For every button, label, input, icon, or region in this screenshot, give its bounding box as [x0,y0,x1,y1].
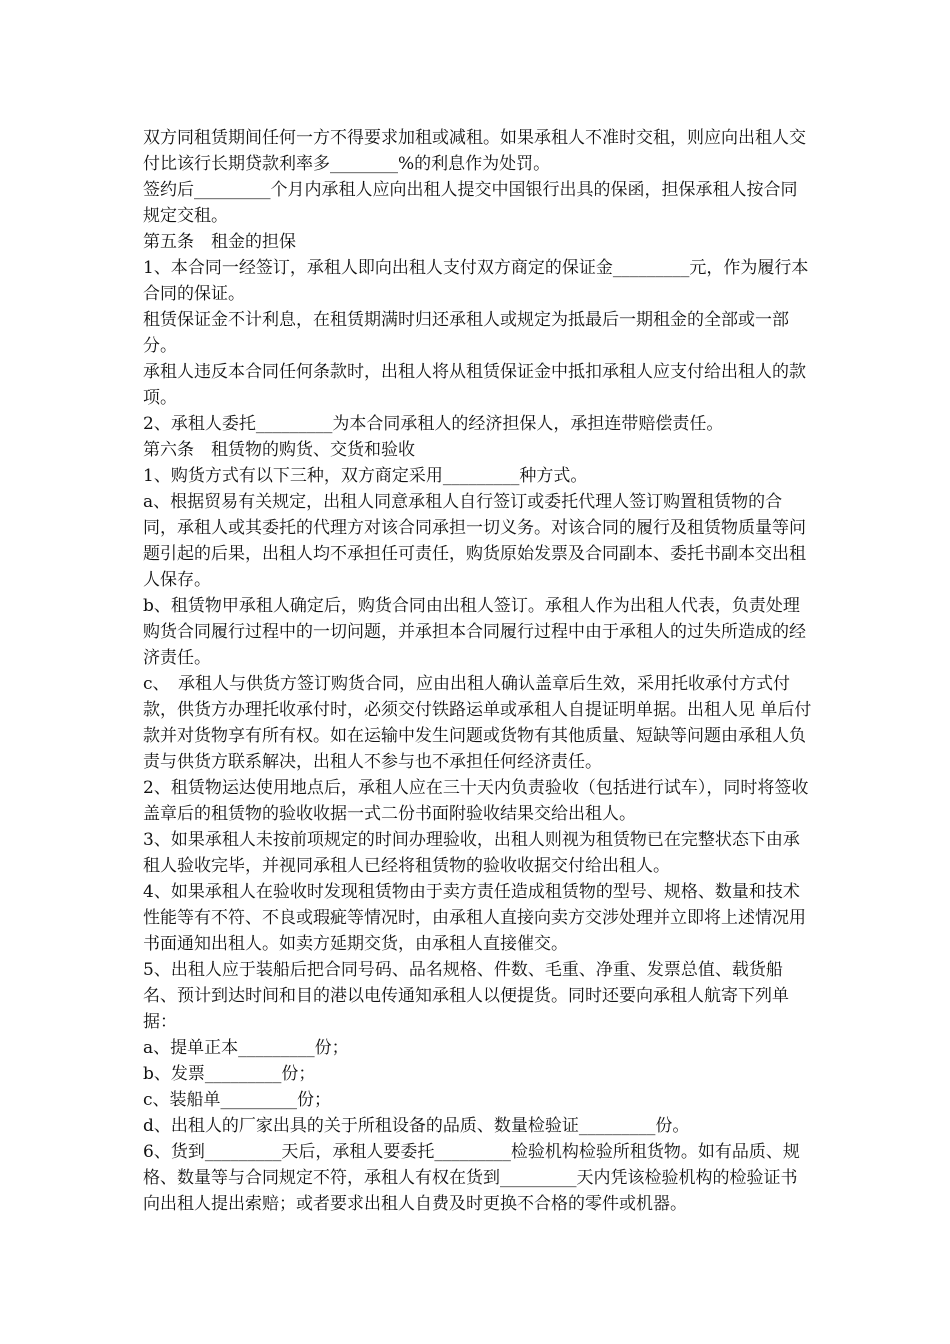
paragraph-purchase-methods: 1、购货方式有以下三种，双方商定采用_________种方式。 [143,466,588,486]
paragraph-method-a: a、根据贸易有关规定，出租人同意承租人自行签订或委托代理人签订购置租赁物的合同，承租人或其委托的代理方对该合同承担一切义务。对该合同的履行及租赁物质量等问题引起的后果，出租人均不承担任可责任，购货原始发票及合同副本、委托书副本交出租人保存。 [143,492,806,590]
paragraph-invoice: b、发票_________份； [143,1064,316,1084]
paragraph-defects: 4、如果承租人在验收时发现租赁物由于卖方责任造成租赁物的型号、规格、数量和技术性能等有不符、不良或瑕疵等情况时，由承租人直接向卖方交涉处理并立即将上述情况用书面通知出租人。如卖方延期交货，由承租人直接催交。 [143,882,806,954]
paragraph-rent-adjustment: 双方同租赁期间任何一方不得要求加租或减租。如果承租人不准时交租，则应向出租人交付比该行长期贷款利率多________%的利息作为处罚。 [143,128,806,174]
paragraph-inspection-certificate: d、出租人的厂家出具的关于所租设备的品质、数量检验证_________份。 [143,1116,690,1136]
paragraph-deemed-acceptance: 3、如果承租人未按前项规定的时间办理验收，出租人则视为租赁物已在完整状态下由承租人验收完毕，并视同承租人已经将租赁物的验收收据交付给出租人。 [143,830,800,876]
paragraph-deposit-deduction: 承租人违反本合同任何条款时，出租人将从租赁保证金中抵扣承租人应支付给出租人的款项。 [143,362,806,408]
paragraph-bill-of-lading: a、提单正本_________份； [143,1038,349,1058]
article-6-heading: 第六条 租赁物的购货、交货和验收 [143,440,415,460]
paragraph-deposit: 1、本合同一经签订，承租人即向出租人支付双方商定的保证金_________元，作为履行本合同的保证。 [143,258,809,304]
paragraph-shipping-notice: 5、出租人应于装船后把合同号码、品名规格、件数、毛重、净重、发票总值、载货船名、预计到达时间和目的港以电传通知承租人以便提货。同时还要向承租人航寄下列单据： [143,960,789,1032]
paragraph-guarantor: 2、承租人委托_________为本合同承租人的经济担保人，承担连带赔偿责任。 [143,414,724,434]
article-5-heading: 第五条 租金的担保 [143,232,296,252]
paragraph-inspection-claims: 6、货到_________天后，承租人要委托_________检验机构检验所租货物。如有品质、规格、数量等与合同规定不符，承租人有权在货到_________天内凭该检验机构的检验证书向出租人提出索赔；或者要求出租人自费及时更换不合格的零件或机器。 [143,1142,800,1214]
paragraph-method-c: c、 承租人与供货方签订购货合同，应由出租人确认盖章后生效，采用托收承付方式付款，供货方办理托收承付时，必须交付铁路运单或承租人自提证明单据。出租人见 单后付款并对货物享有所有权。如在运输中发生问题或货物有其他质量、短缺等问题由承租人负责与供货方联系解决，出租人不参与也不承担任何经济责任。 [143,674,812,772]
paragraph-method-b: b、租赁物甲承租人确定后，购货合同由出租人签订。承租人作为出租人代表，负责处理购货合同履行过程中的一切问题，并承担本合同履行过程中由于承租人的过失所造成的经济责任。 [143,596,806,668]
paragraph-bank-guarantee: 签约后_________个月内承租人应向出租人提交中国银行出具的保函，担保承租人按合同规定交租。 [143,180,798,226]
paragraph-shipping-list: c、装船单_________份； [143,1090,332,1110]
paragraph-deposit-interest: 租赁保证金不计利息，在租赁期满时归还承租人或规定为抵最后一期租金的全部或一部分。 [143,310,789,356]
paragraph-acceptance: 2、租赁物运达使用地点后，承租人应在三十天内负责验收（包括进行试车），同时将签收盖章后的租赁物的验收收据一式二份书面附验收结果交给出租人。 [143,778,809,824]
document-page [143,125,813,1217]
